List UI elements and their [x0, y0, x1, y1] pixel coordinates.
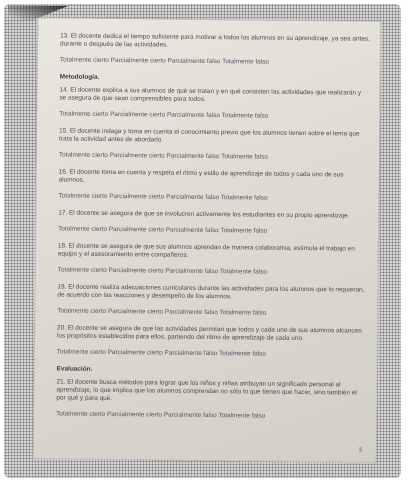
- question-item: 19. El docente realiza adecuaciones curriculares durante las actividades para los alumnos que lo requieran, de acuerdo con las reacciones y desempeño de los alumnos.: [57, 283, 365, 301]
- answer-options: Totalmente cierto Parcialmente cierto Parcialmente falso Totalmente falso: [57, 307, 267, 317]
- answer-options: Totalmente cierto Parcialmente cierto Parcialmente falso Totalmente falso: [56, 348, 266, 358]
- question-item: 16. El docente toma en cuenta y respeta el ritmo y estilo de aprendizaje de todos y cada uno de sus alumnos.: [58, 168, 344, 184]
- question-item: 14. El docente explica a sus alumnos de qué se tratan y en qué consisten las actividades que realizarán y se asegura de que sean comprensibles para todos.: [59, 86, 362, 103]
- section-heading: Metodología.: [59, 73, 100, 81]
- answer-options: Totalmente cierto Parcialmente cierto Parcialmente falso Totalmente falso: [58, 192, 268, 202]
- answer-options: Totalmente cierto Parcialmente cierto Parcialmente falso Totalmente falso: [58, 151, 269, 161]
- question-item: 21. El docente busca métodos para lograr que los niños y niñas atribuyan un significado personal al aprendizaje, lo que implica que los alumnos comprendan no sólo lo que tienen que hacer, sino también el por qué y para qué.: [56, 378, 357, 403]
- answer-options: Totalmente cierto Parcialmente cierto Parcialmente falso Totalmente falso: [58, 225, 268, 235]
- section-heading: Evaluación.: [56, 365, 93, 373]
- question-item: 13. El docente dedica el tiempo suficiente para motivar a todos los alumnos en su aprendizaje, ya sea antes, durante o después de las actividades.: [60, 32, 370, 49]
- answer-options: Totalmente cierto Parcialmente cierto Parcialmente falso Totalmente falso: [56, 410, 266, 420]
- page-number: 3: [358, 447, 362, 454]
- question-item: 17. El docente se asegura de que se involucren activamente los estudiantes en su propio aprendizaje.: [58, 209, 350, 220]
- question-item: 15. El docente indaga y toma en cuenta el conocimiento previo que los alumnos tienen sobre el tema que trata la actividad antes de abordarlo.: [59, 127, 360, 144]
- answer-options: Totalmente cierto Parcialmente cierto Parcialmente falso Totalmente falso: [59, 56, 270, 66]
- document-body: [56, 32, 370, 430]
- question-item: 20. El docente se asegura de que las actividades permitan que todos y cada uno de sus alumnos alcancen los propósitos establecidos para ellos, partiendo del ritmo de aprendizaje de cada uno.: [56, 324, 362, 343]
- answer-options: Totalmente cierto Parcialmente cierto Parcialmente falso Totalmente falso: [59, 110, 269, 120]
- document-page: [34, 18, 381, 462]
- question-item: 18. El docente se asegura de que sus alumnos aprendan de manera colaborativa, estimula el trabajo en equipo y el asesoramiento entre compañeros.: [57, 242, 355, 259]
- answer-options: Totalmente cierto Parcialmente cierto Parcialmente falso Totalmente falso: [57, 266, 267, 276]
